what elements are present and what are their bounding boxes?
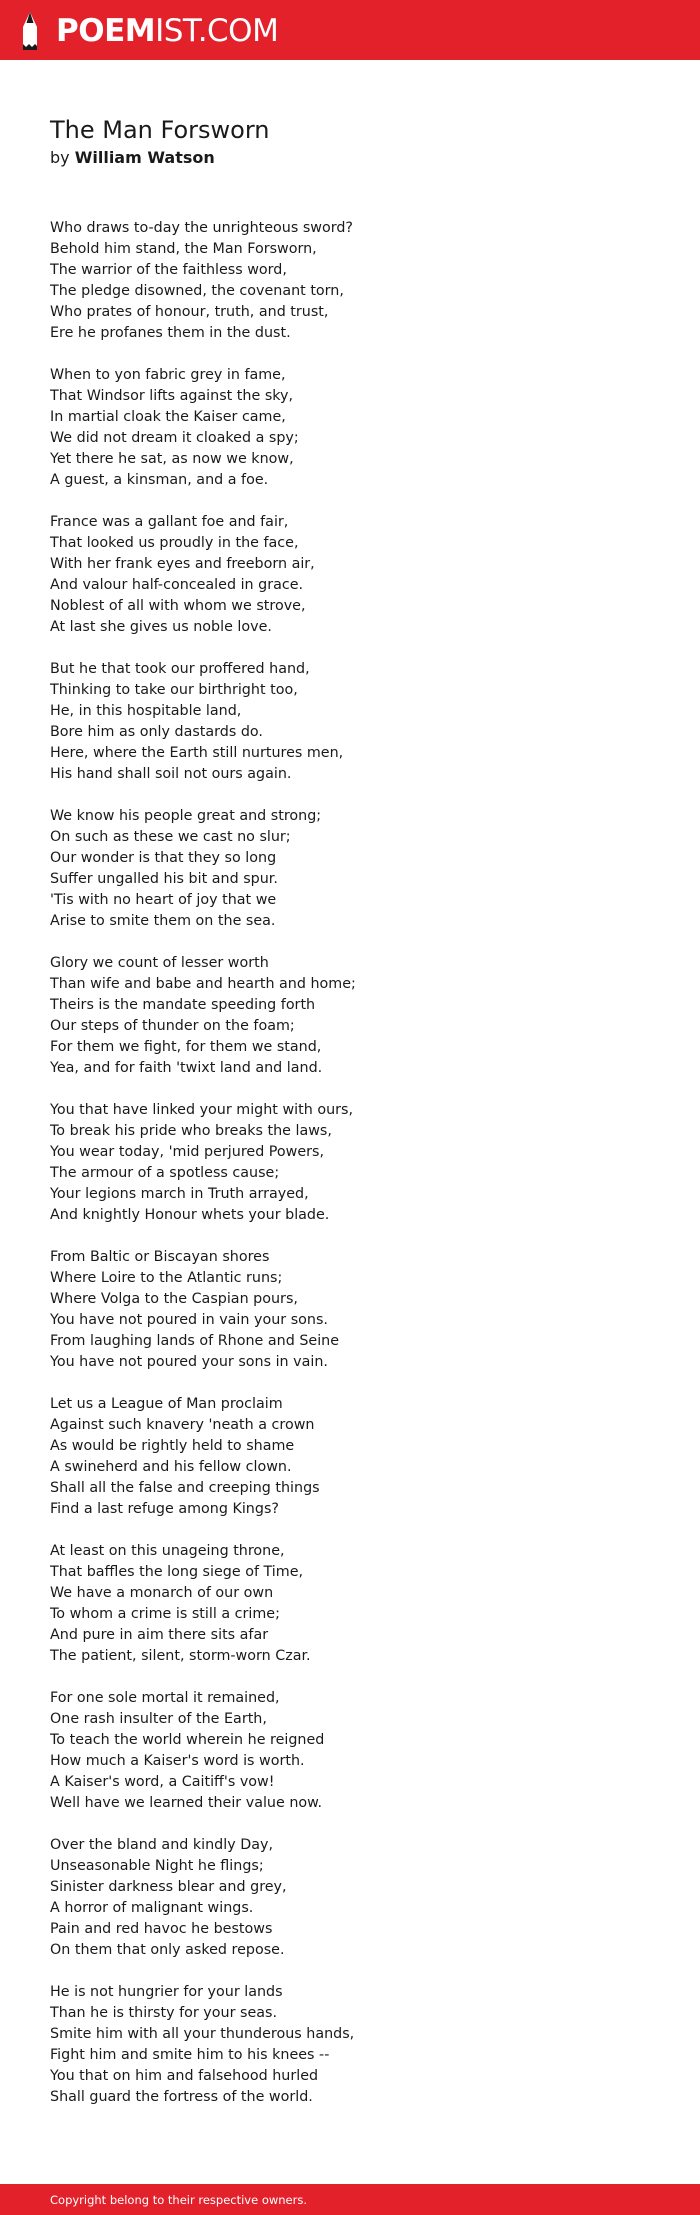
poem-line: We have a monarch of our own (50, 1585, 274, 1601)
poem-line: How much a Kaiser's word is worth. (50, 1753, 305, 1769)
poem-line: Yet there he sat, as now we know, (50, 451, 294, 467)
poem-line: He is not hungrier for your lands (50, 1984, 283, 2000)
poem-line: Well have we learned their value now. (50, 1795, 323, 1811)
poem-line: Find a last refuge among Kings? (50, 1501, 279, 1517)
stanza (50, 512, 650, 638)
poem-line: A horror of malignant wings. (50, 1900, 254, 1916)
pen-nib-icon (18, 11, 42, 51)
stanza (50, 1541, 650, 1667)
stanza (50, 1100, 650, 1226)
poem-line: The patient, silent, storm-worn Czar. (50, 1648, 311, 1664)
stanza (50, 1247, 650, 1373)
site-logo[interactable] (18, 11, 278, 51)
poem-line: You have not poured your sons in vain. (50, 1354, 328, 1370)
poem-line: Theirs is the mandate speeding forth (50, 997, 316, 1013)
site-footer (0, 2184, 700, 2215)
poem-line: In martial cloak the Kaiser came, (50, 409, 286, 425)
site-logo-text: POEMIST.COM (56, 12, 279, 49)
poem-line: We did not dream it cloaked a spy; (50, 430, 299, 446)
poem-line: And pure in aim there sits afar (50, 1627, 269, 1643)
poem-line: And valour half-concealed in grace. (50, 577, 304, 593)
poem-line: The pledge disowned, the covenant torn, (50, 283, 344, 299)
poem-line: At least on this unageing throne, (50, 1543, 285, 1559)
poem-line: We know his people great and strong; (50, 808, 322, 824)
poem-line: That looked us proudly in the face, (50, 535, 299, 551)
poem-line: Thinking to take our birthright too, (50, 682, 298, 698)
poem-line: Where Loire to the Atlantic runs; (50, 1270, 283, 1286)
poem-line: Let us a League of Man proclaim (50, 1396, 283, 1412)
stanza (50, 659, 650, 785)
poem-line: At last she gives us noble love. (50, 619, 272, 635)
poem-line: A swineherd and his fellow clown. (50, 1459, 292, 1475)
poem-line: From Baltic or Biscayan shores (50, 1249, 270, 1265)
stanza (50, 1394, 650, 1520)
poem-line: Your legions march in Truth arrayed, (50, 1186, 309, 1202)
poem-line: Over the bland and kindly Day, (50, 1837, 274, 1853)
poem-author: William Watson (74, 148, 215, 167)
poem-line: Than wife and babe and hearth and home; (50, 976, 356, 992)
poem-line: That Windsor lifts against the sky, (50, 388, 294, 404)
poem-line: As would be rightly held to shame (50, 1438, 295, 1454)
poem-line: For one sole mortal it remained, (50, 1690, 280, 1706)
byline-prefix: by (50, 148, 70, 167)
stanza (50, 953, 650, 1079)
poem-line: Shall all the false and creeping things (50, 1480, 320, 1496)
poem-line: Who prates of honour, truth, and trust, (50, 304, 329, 320)
poem-line: Fight him and smite him to his knees -- (50, 2047, 330, 2063)
poem-line: Pain and red havoc he bestows (50, 1921, 273, 1937)
poem-line: But he that took our proffered hand, (50, 661, 310, 677)
stanza (50, 806, 650, 932)
poem-line: Our steps of thunder on the foam; (50, 1018, 295, 1034)
stanza (50, 1835, 650, 1961)
poem-line: France was a gallant foe and fair, (50, 514, 289, 530)
stanza (50, 218, 650, 344)
poem-line: Shall guard the fortress of the world. (50, 2089, 313, 2105)
poem-line: Yea, and for faith 'twixt land and land. (50, 1060, 323, 1076)
poem-line: Sinister darkness blear and grey, (50, 1879, 287, 1895)
poem-line: Suffer ungalled his bit and spur. (50, 871, 278, 887)
poem-line: For them we fight, for them we stand, (50, 1039, 322, 1055)
poem-line: You that have linked your might with ours, (50, 1102, 354, 1118)
poem-line: To break his pride who breaks the laws, (50, 1123, 332, 1139)
poem-line: Glory we count of lesser worth (50, 955, 269, 971)
poem-line: And knightly Honour whets your blade. (50, 1207, 330, 1223)
poem-line: Arise to smite them on the sea. (50, 913, 276, 929)
site-header (0, 0, 700, 60)
poem-line: A Kaiser's word, a Caitiff's vow! (50, 1774, 275, 1790)
poem-line: He, in this hospitable land, (50, 703, 242, 719)
poem-line: Our wonder is that they so long (50, 850, 277, 866)
poem-line: The warrior of the faithless word, (50, 262, 287, 278)
poem-body (50, 218, 650, 2129)
copyright-notice: Copyright belong to their respective owners. (50, 2193, 308, 2207)
poem-line: Where Volga to the Caspian pours, (50, 1291, 298, 1307)
poem-line: With her frank eyes and freeborn air, (50, 556, 315, 572)
poem-line: Unseasonable Night he flings; (50, 1858, 264, 1874)
poem-line: You that on him and falsehood hurled (50, 2068, 319, 2084)
stanza (50, 365, 650, 491)
poem-line: You have not poured in vain your sons. (50, 1312, 328, 1328)
poem-line: On such as these we cast no slur; (50, 829, 291, 845)
poem-line: When to yon fabric grey in fame, (50, 367, 286, 383)
poem-line: Bore him as only dastards do. (50, 724, 263, 740)
poem-line: His hand shall soil not ours again. (50, 766, 292, 782)
poem-line: Noblest of all with whom we strove, (50, 598, 306, 614)
poem-line: From laughing lands of Rhone and Seine (50, 1333, 340, 1349)
poem-line: Against such knavery 'neath a crown (50, 1417, 315, 1433)
poem-line: Smite him with all your thunderous hands, (50, 2026, 355, 2042)
poem-line: Ere he profanes them in the dust. (50, 325, 291, 341)
poem-line: On them that only asked repose. (50, 1942, 285, 1958)
poem-line: A guest, a kinsman, and a foe. (50, 472, 269, 488)
poem-line: 'Tis with no heart of joy that we (50, 892, 277, 908)
poem-line: Who draws to-day the unrighteous sword? (50, 220, 354, 236)
poem-line: The armour of a spotless cause; (50, 1165, 280, 1181)
poem-line: Behold him stand, the Man Forsworn, (50, 241, 317, 257)
poem-line: To whom a crime is still a crime; (50, 1606, 280, 1622)
poem-byline (50, 148, 215, 167)
poem-line: Here, where the Earth still nurtures men, (50, 745, 344, 761)
poem-line: Than he is thirsty for your seas. (50, 2005, 277, 2021)
stanza (50, 1982, 650, 2108)
poem-line: To teach the world wherein he reigned (50, 1732, 325, 1748)
poem-line: One rash insulter of the Earth, (50, 1711, 267, 1727)
poem-line: That baffles the long siege of Time, (50, 1564, 304, 1580)
stanza (50, 1688, 650, 1814)
poem-line: You wear today, 'mid perjured Powers, (50, 1144, 325, 1160)
poem-title: The Man Forsworn (50, 116, 270, 144)
